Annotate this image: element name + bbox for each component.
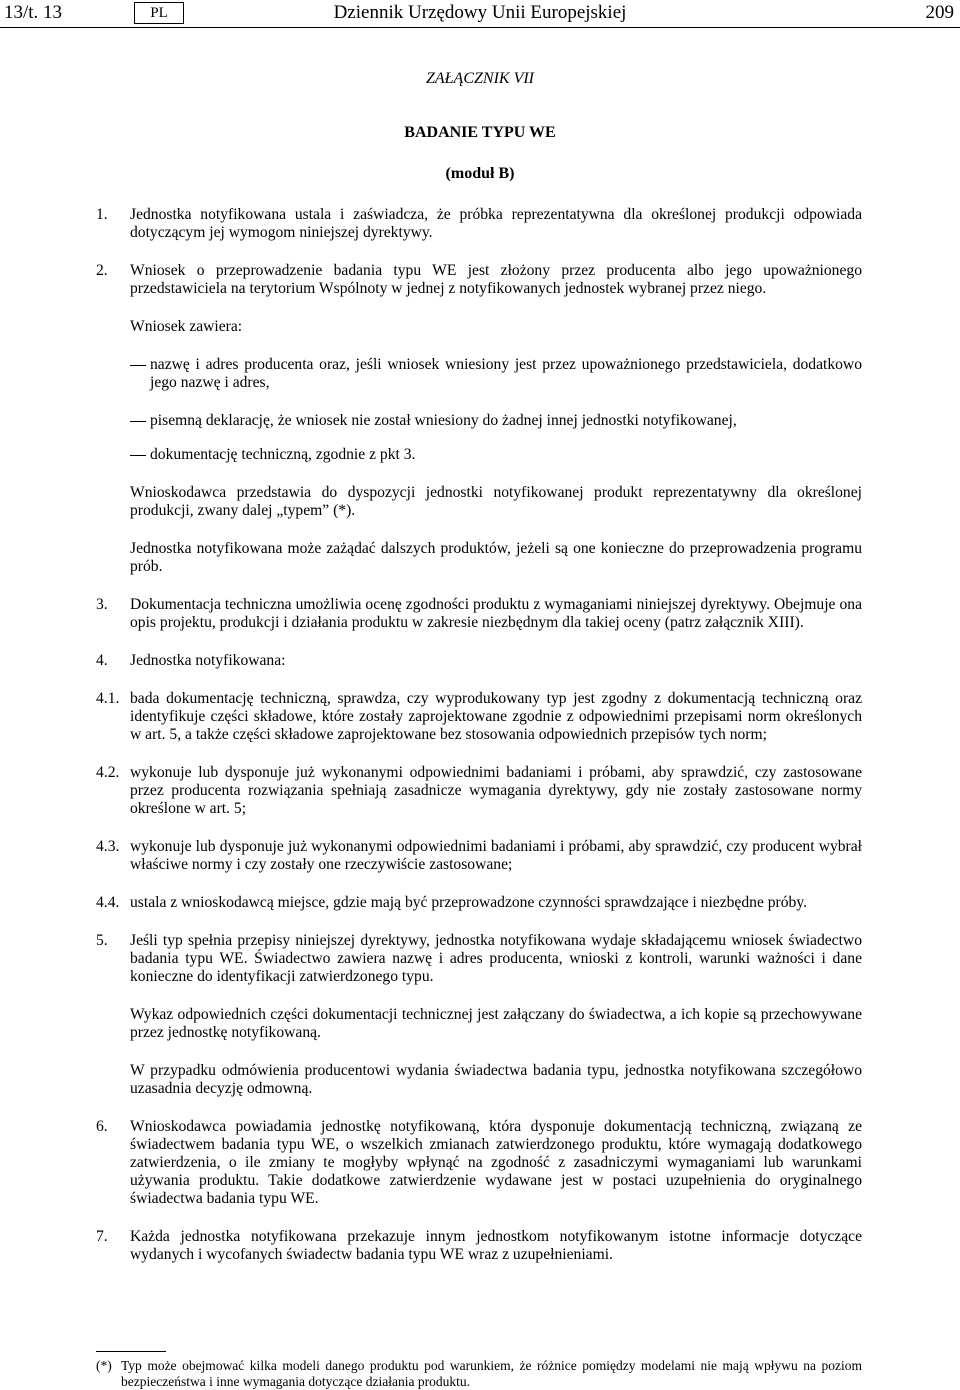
annex-label: ZAŁĄCZNIK VII	[425, 70, 534, 87]
section-text: Dokumentacja techniczna umożliwia ocenę zgodności produktu z wymaganiami niniejszej dyrektywy. Obejmuje ona opis projektu, produkcji i działania produktu w zakresie niezbędnym dla takiej oceny (patrz załącznik XIII).	[130, 596, 862, 631]
paragraph: Wniosek zawiera:	[130, 318, 243, 335]
document-body	[96, 206, 862, 1264]
section-4-4	[96, 894, 862, 912]
section-number: 5.	[96, 932, 108, 949]
section-2	[96, 262, 862, 298]
paragraph: Wykaz odpowiednich części dokumentacji technicznej jest załączany do świadectwa, a ich kopie są przechowywane przez jednostkę notyfikowaną.	[130, 1006, 862, 1041]
language-badge: PL	[134, 2, 184, 24]
section-4-3	[96, 838, 862, 874]
section-text: Jednostka notyfikowana ustala i zaświadcza, że próbka reprezentatywna dla określonej produkcji odpowiada dotyczącym jej wymogom niniejszej dyrektywy.	[130, 206, 862, 241]
section-text: bada dokumentację techniczną, sprawdza, czy wyprodukowany typ jest zgodny z dokumentacją techniczną oraz identyfikuje części składowe, które zostały zaprojektowane zgodnie z odpowiednimi przepisami norm określonych w art. 5, a także części składowe zaprojektowane bez stosowania odpowiednich przepisów tych norm;	[130, 690, 862, 743]
section-7	[96, 1228, 862, 1264]
section-number: 3.	[96, 596, 108, 613]
page-number: 209	[925, 2, 954, 23]
document-title: BADANIE TYPU WE	[404, 124, 556, 141]
section-text: ustala z wnioskodawcą miejsce, gdzie mają być przeprowadzone czynności sprawdzające i niezbędne próby.	[130, 894, 808, 911]
list-item-text: nazwę i adres producenta oraz, jeśli wniosek wniesiony jest przez upoważnionego przedstawiciela, dodatkowo jego nazwę i adres,	[150, 356, 862, 391]
section-text: Jednostka notyfikowana:	[130, 652, 286, 669]
list-item	[130, 446, 862, 464]
list-item	[130, 412, 862, 430]
section-number: 4.1.	[96, 690, 120, 707]
section-text: Jeśli typ spełnia przepisy niniejszej dyrektywy, jednostka notyfikowana wydaje składającemu wniosek świadectwo badania typu WE. Świadectwo zawiera nazwę i adres producenta, wnioski z kontroli, warunki ważności i dane konieczne do identyfikacji zatwierdzonego typu.	[130, 932, 862, 985]
section-number: 1.	[96, 206, 108, 223]
journal-title: Dziennik Urzędowy Unii Europejskiej	[333, 2, 627, 23]
section-4-1	[96, 690, 862, 744]
list-item	[130, 356, 862, 392]
footnote-marker: (*)	[96, 1358, 112, 1373]
section-text: wykonuje lub dysponuje już wykonanymi odpowiednimi badaniami i próbami, aby sprawdzić, czy producent wybrał właściwe normy i czy zostały one rzeczywiście zastosowane;	[130, 838, 862, 873]
section-text: wykonuje lub dysponuje już wykonanymi odpowiednimi badaniami i próbami, aby sprawdzić, czy zastosowane przez producenta rozwiązania spełniają zasadnicze wymagania dyrektywy, gdy nie zostały zastosowane normy określone w art. 5;	[130, 764, 862, 817]
section-6	[96, 1118, 862, 1208]
section-number: 4.4.	[96, 894, 120, 911]
section-number: 4.2.	[96, 764, 120, 781]
dash-marker	[130, 446, 150, 464]
footnote	[96, 1358, 862, 1390]
list-item-text: dokumentację techniczną, zgodnie z pkt 3.	[150, 446, 416, 463]
footnote-rule	[96, 1351, 166, 1352]
section-4	[96, 652, 862, 670]
header-rule	[0, 27, 960, 28]
section-number: 4.3.	[96, 838, 120, 855]
section-number: 7.	[96, 1228, 108, 1245]
section-text: Wnioskodawca powiadamia jednostkę notyfikowaną, która dysponuje dokumentacją techniczną, związaną ze świadectwem badania typu WE, o wszelkich zmianach zatwierdzonego produktu, które wymagają dodatkowego zatwierdzenia, o ile zmiany te mogłyby wpłynąć na zgodność z zasadniczymi wymaganiami lub warunkami używania produktu. Takie dodatkowe zatwierdzenie wydawane jest w postaci uzupełnienia do oryginalnego świadectwa badania typu WE.	[130, 1118, 862, 1207]
paragraph: Jednostka notyfikowana może zażądać dalszych produktów, jeżeli są one konieczne do przeprowadzenia programu prób.	[130, 540, 862, 575]
list-item-text: pisemną deklarację, że wniosek nie został wniesiony do żadnej innej jednostki notyfikowanej,	[150, 412, 737, 429]
section-5	[96, 932, 862, 986]
section-number: 4.	[96, 652, 108, 669]
page-header	[0, 0, 960, 28]
paragraph: Wnioskodawca przedstawia do dyspozycji jednostki notyfikowanej produkt reprezentatywny dla określonej produkcji, zwany dalej „typem” (*).	[130, 484, 862, 519]
section-number: 2.	[96, 262, 108, 279]
document-subtitle: (moduł B)	[445, 165, 515, 182]
section-text: Wniosek o przeprowadzenie badania typu WE jest złożony przez producenta albo jego upoważnionego przedstawiciela na terytorium Wspólnoty w jednej z notyfikowanych jednostek wybranej przez niego.	[130, 262, 862, 297]
section-4-2	[96, 764, 862, 818]
section-text: Każda jednostka notyfikowana przekazuje innym jednostkom notyfikowanym istotne informacje dotyczące wydanych i wycofanych świadectw badania typu WE wraz z uzupełnieniami.	[130, 1228, 862, 1263]
section-3	[96, 596, 862, 632]
dash-marker	[130, 356, 150, 392]
section-number: 6.	[96, 1118, 108, 1135]
dash-marker	[130, 412, 150, 430]
section-1	[96, 206, 862, 242]
volume-reference: 13/t. 13	[4, 2, 63, 23]
paragraph: W przypadku odmówienia producentowi wydania świadectwa badania typu, jednostka notyfikowana szczegółowo uzasadnia decyzję odmowną.	[130, 1062, 862, 1097]
footnote-text: Typ może obejmować kilka modeli danego produktu pod warunkiem, że różnice pomiędzy modelami nie mają wpływu na poziom bezpieczeństwa i inne wymagania dotyczące działania produktu.	[121, 1358, 862, 1389]
